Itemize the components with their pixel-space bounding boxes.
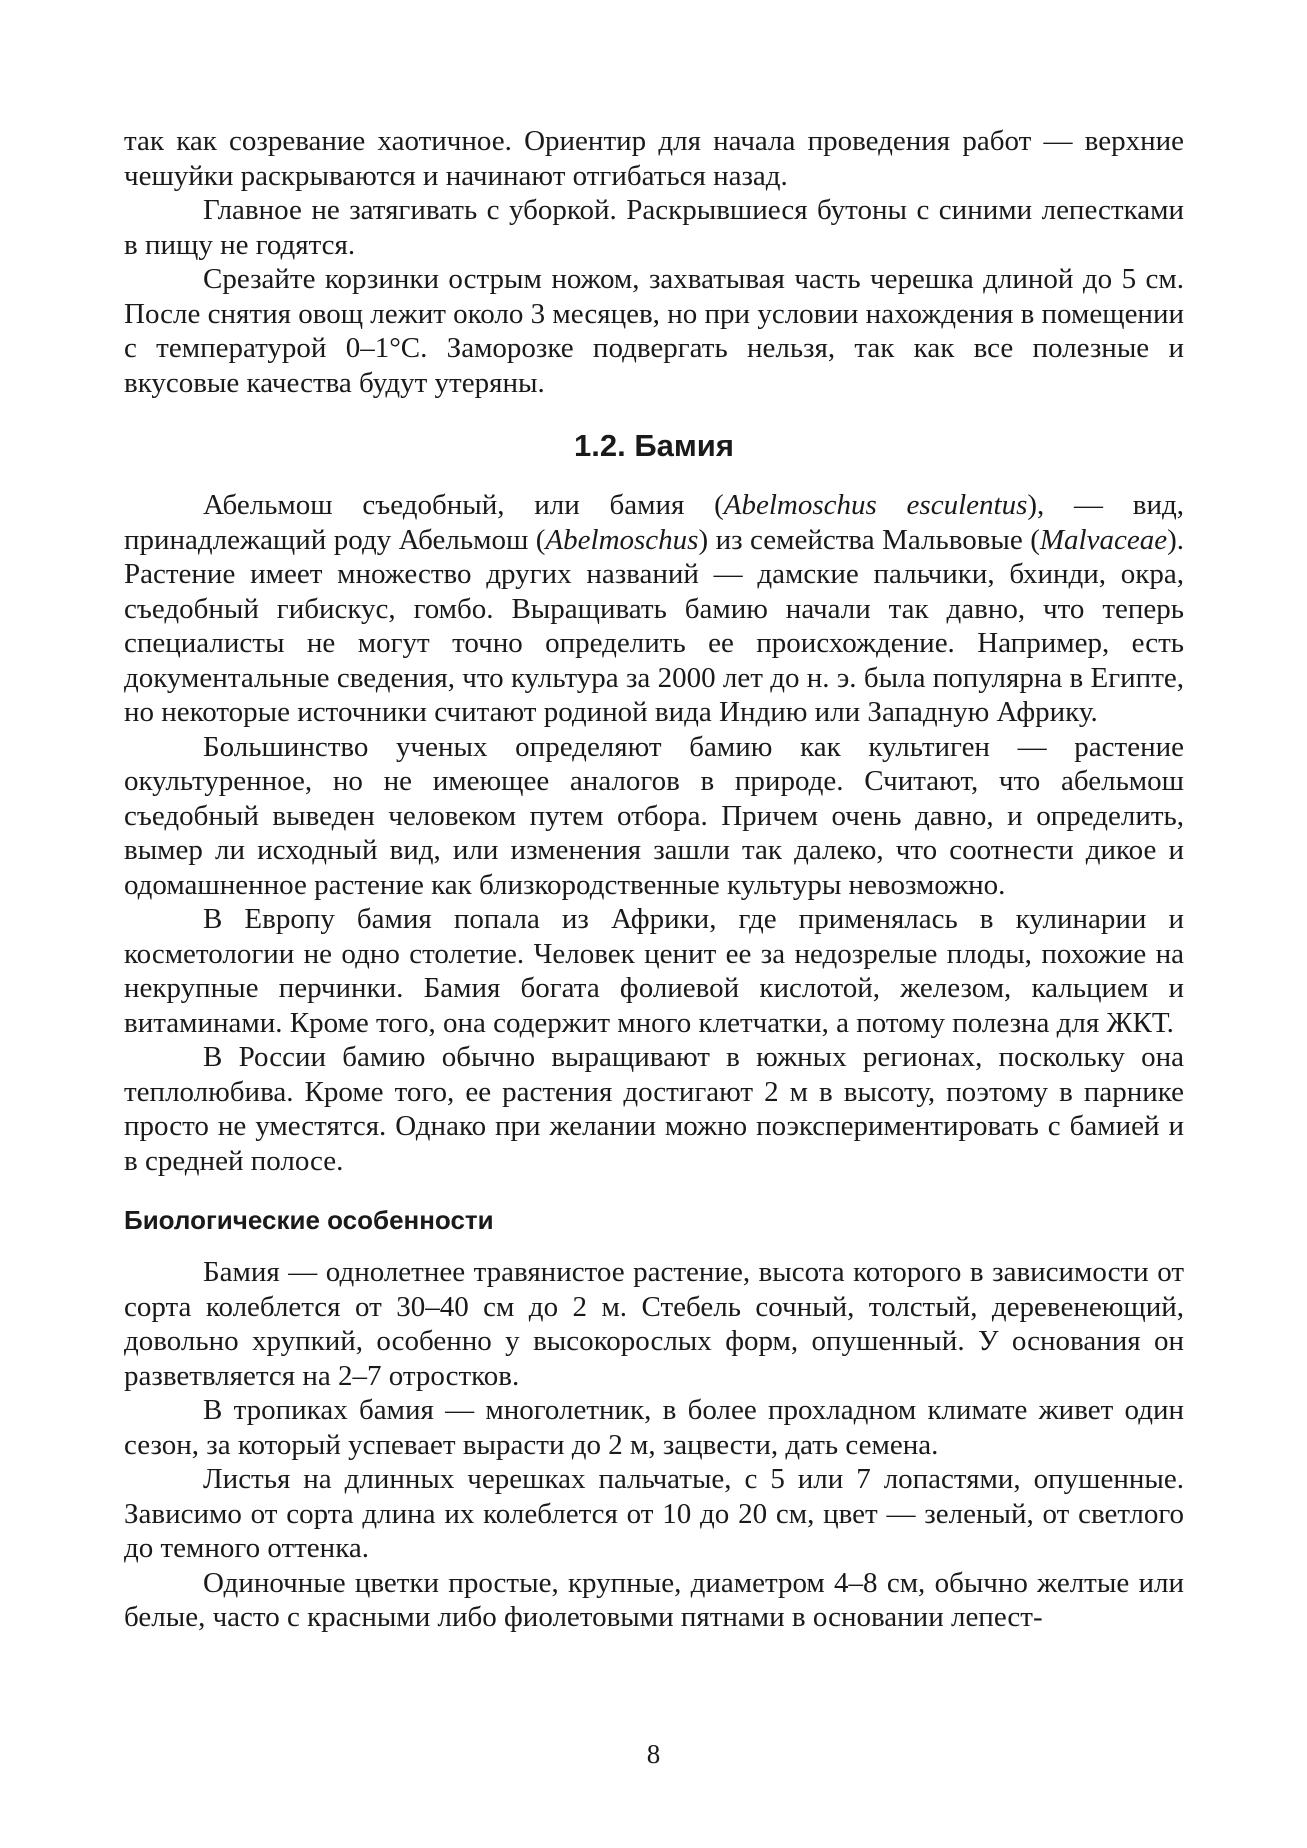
paragraph-continuation: так как созревание хаотичное. Ориентир для начала проведения работ — верхние чешуйки раскрываются и начинают отгибаться назад.	[124, 125, 1184, 192]
page-number: 8	[646, 1739, 661, 1769]
paragraph-biology-flowers: Одиночные цветки простые, крупные, диаметром 4–8 см, обычно желтые или белые, часто с красными либо фиолетовыми пятнами в основании лепест-	[124, 1566, 1184, 1633]
subsection-title: Биологические особенности	[124, 1205, 494, 1235]
section-title: 1.2. Бамия	[574, 428, 734, 463]
paragraph-harvest-timing: Главное не затягивать с уборкой. Раскрывшиеся бутоны с синими лепестками в пищу не годятся.	[124, 194, 1184, 261]
paragraph-biology-stem: Бамия — однолетнее травянистое растение, высота которого в зависимости от сорта колеблется от 30–40 см до 2 м. Стебель сочный, толстый, деревенеющий, довольно хрупкий, особенно у высокорослых форм, опушенный. У основания он разветвляется на 2–7 отростков.	[124, 1256, 1184, 1392]
paragraph-okra-russia: В России бамию обычно выращивают в южных регионах, поскольку она теплолюбива. Кроме того, ее растения достигают 2 м в высоту, поэтому в парнике просто не уместятся. Однако при желании можно поэкспериментировать с бамией и в средней полосе.	[124, 1041, 1184, 1177]
document-page	[124, 124, 1184, 1635]
paragraph-okra-cultigen: Большинство ученых определяют бамию как культиген — растение окультуренное, но не имеющее аналогов в природе. Считают, что абельмош съедобный выведен человеком путем отбора. Причем очень давно, и определить, вымер ли исходный вид, или изменения зашли так далеко, что соотнести дикое и одомашненное растение как близкородственные культуры невозможно.	[124, 730, 1184, 901]
paragraph-okra-intro: Абельмош съедобный, или бамия (Abelmoschus esculentus), — вид, принадлежащий роду Абельмош (Abelmoschus) из семейства Мальвовые (Malvaceae). Растение имеет множество других названий — дамские пальчики, бхинди, окра, съедобный гибискус, гомбо. Выращивать бамию начали так давно, что теперь специалисты не могут точно определить ее происхождение. Например, есть документальные сведения, что культура за 2000 лет до н. э. была популярна в Египте, но некоторые источники считают родиной вида Индию или Западную Африку.	[124, 489, 1184, 728]
paragraph-biology-tropics: В тропиках бамия — многолетник, в более прохладном климате живет один сезон, за который успевает вырасти до 2 м, зацвести, дать семена.	[124, 1394, 1184, 1461]
paragraph-biology-leaves: Листья на длинных черешках пальчатые, с 5 или 7 лопастями, опушенные. Зависимо от сорта длина их колеблется от 10 до 20 см, цвет — зеленый, от светлого до темного оттенка.	[124, 1463, 1184, 1564]
paragraph-harvest-storage: Срезайте корзинки острым ножом, захватывая часть черешка длиной до 5 см. После снятия овощ лежит около 3 месяцев, но при условии нахождения в помещении с температурой 0–1°С. Заморозке подвергать нельзя, так как все полезные и вкусовые качества будут утеряны.	[124, 263, 1184, 399]
paragraph-okra-europe: В Европу бамия попала из Африки, где применялась в кулинарии и косметологии не одно столетие. Человек ценит ее за недозрелые плоды, похожие на некрупные перчинки. Бамия богата фолиевой кислотой, железом, кальцием и витаминами. Кроме того, она содержит много клетчатки, а потому полезна для ЖКТ.	[124, 903, 1184, 1039]
